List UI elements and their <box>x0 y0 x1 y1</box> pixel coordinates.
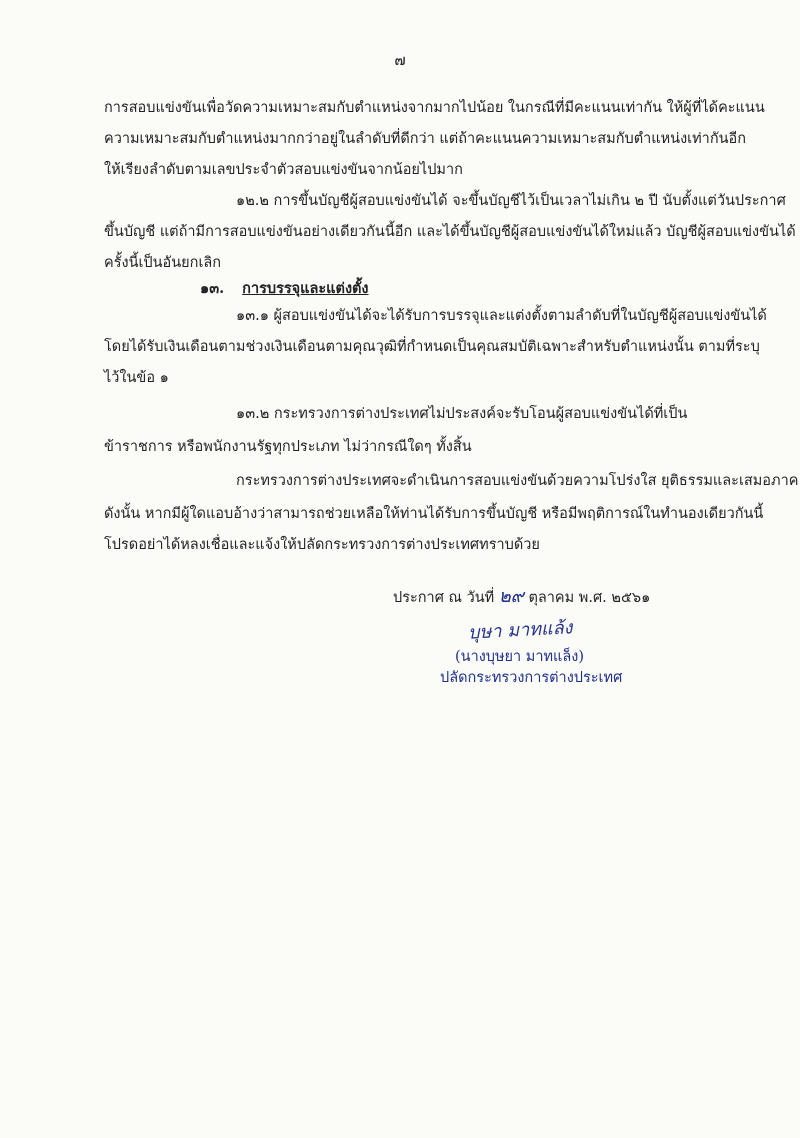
paragraph-line: โดยได้รับเงินเดือนตามช่วงเงินเดือนตามคุณวุฒิที่กำหนดเป็นคุณสมบัติเฉพาะสำหรับตำแหน่งนั้น ตามที่ระบุ <box>104 339 760 355</box>
paragraph-line: ๑๓.๒ กระทรวงการต่างประเทศไม่ประสงค์จะรับโอนผู้สอบแข่งขันได้ที่เป็น <box>236 406 688 422</box>
announcement-date <box>393 581 650 610</box>
paragraph-line: ให้เรียงลำดับตามเลขประจำตัวสอบแข่งขันจากน้อยไปมาก <box>104 162 463 178</box>
section-heading <box>200 279 369 299</box>
date-prefix: ประกาศ ณ วันที่ <box>393 590 495 606</box>
paragraph-line: ข้าราชการ หรือพนักงานรัฐทุกประเภท ไม่ว่ากรณีใดๆ ทั้งสิ้น <box>104 439 472 455</box>
paragraph-line: กระทรวงการต่างประเทศจะดำเนินการสอบแข่งขันด้วยความโปร่งใส ยุติธรรมและเสมอภาค <box>236 473 799 489</box>
signatory-position: ปลัดกระทรวงการต่างประเทศ <box>440 670 623 686</box>
paragraph-line: ขึ้นบัญชี แต่ถ้ามีการสอบแข่งขันอย่างเดียวกันนี้อีก และได้ขึ้นบัญชีผู้สอบแข่งขันได้ใหม่แล้ว บัญชีผู้สอบแข่งขันได้ <box>104 224 796 240</box>
paragraph-line: ๑๓.๑ ผู้สอบแข่งขันได้จะได้รับการบรรจุและแต่งตั้งตามลำดับที่ในบัญชีผู้สอบแข่งขันได้ <box>236 308 767 324</box>
paragraph-line: ไว้ในข้อ ๑ <box>104 370 169 386</box>
paragraph-line: โปรดอย่าได้หลงเชื่อและแจ้งให้ปลัดกระทรวงการต่างประเทศทราบด้วย <box>104 537 540 553</box>
section-heading-number: ๑๓. <box>200 280 225 297</box>
date-day: ๒๙ <box>498 586 524 607</box>
paragraph-line: การสอบแข่งขันเพื่อวัดความเหมาะสมกับตำแหน่งจากมากไปน้อย ในกรณีที่มีคะแนนเท่ากัน ให้ผู้ที่ได้คะแนน <box>104 100 765 116</box>
date-month-year: ตุลาคม พ.ศ. ๒๕๖๑ <box>528 590 651 606</box>
section-heading-text: การบรรจุและแต่งตั้ง <box>242 280 369 297</box>
handwritten-signature: บุษา มาทแล้ง <box>467 617 573 644</box>
page-number: ๗ <box>394 51 406 69</box>
paragraph-line: ๑๒.๒ การขึ้นบัญชีผู้สอบแข่งขันได้ จะขึ้นบัญชีไว้เป็นเวลาไม่เกิน ๒ ปี นับตั้งแต่วันประกาศ <box>236 193 786 209</box>
signatory-name: (นางบุษยา มาทแล็ง) <box>455 649 585 665</box>
paragraph-line: ดังนั้น หากมีผู้ใดแอบอ้างว่าสามารถช่วยเหลือให้ท่านได้รับการขึ้นบัญชี หรือมีพฤติการณ์ในทำนองเดียวกันนี้ <box>104 506 764 522</box>
paragraph-line: ความเหมาะสมกับตำแหน่งมากกว่าอยู่ในลำดับที่ดีกว่า แต่ถ้าคะแนนความเหมาะสมกับตำแหน่งเท่ากันอีก <box>104 131 746 147</box>
paragraph-line: ครั้งนี้เป็นอันยกเลิก <box>104 255 222 271</box>
